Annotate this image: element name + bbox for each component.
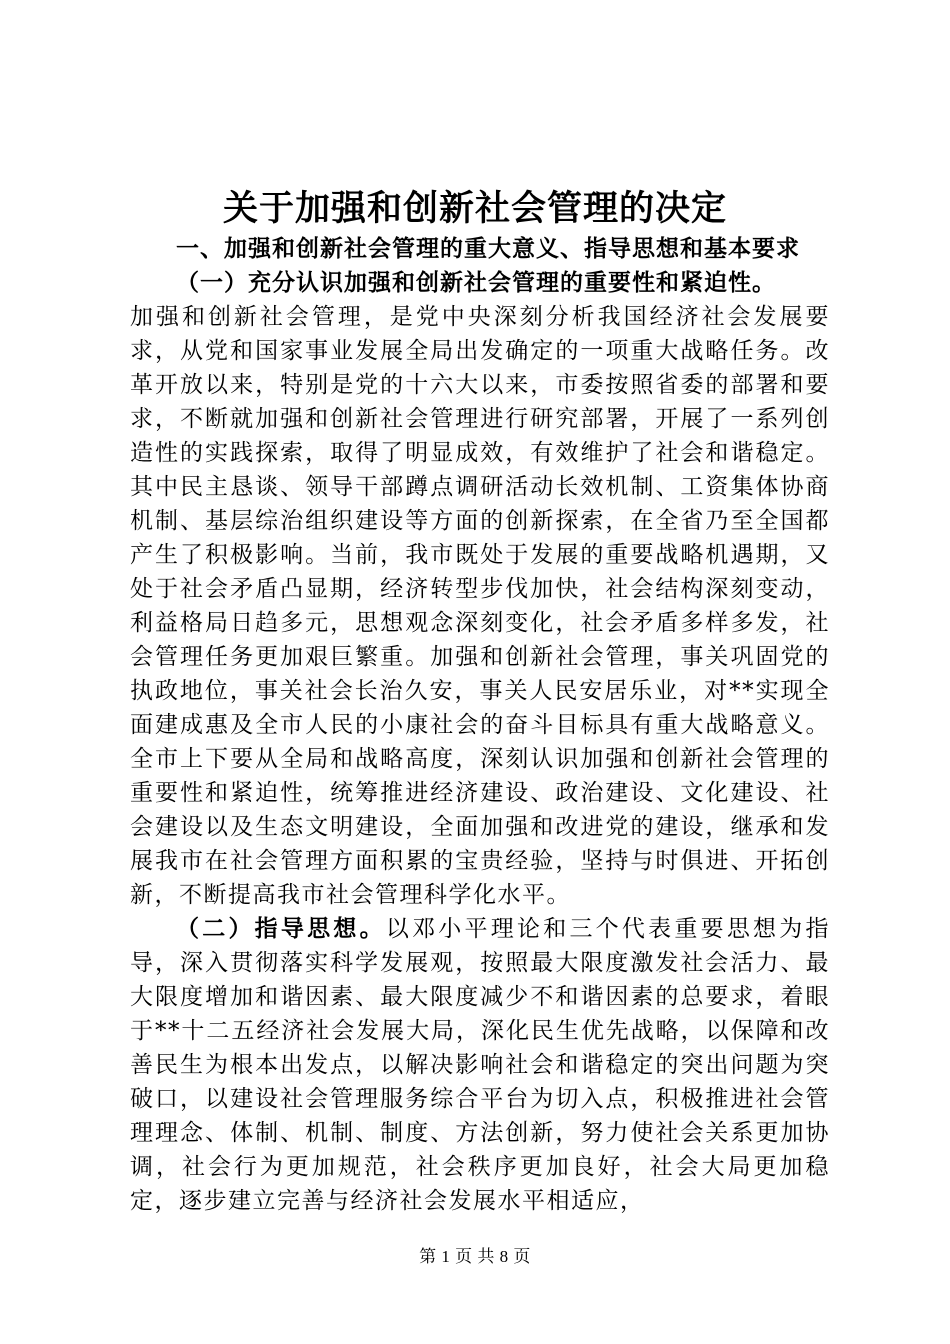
paragraph-text: 以邓小平理论和三个代表重要思想为指导，深入贯彻落实科学发展观，按照最大限度激发社会活力、最大限度增加和谐因素、最大限度减少不和谐因素的总要求，着眼于**十二五经济社会发展大局，深化民生优先战略，以保障和改善民生为根本出发点，以解决影响社会和谐稳定的突出问题为突破口，以建设社会管理服务综合平台为切入点，积极推进社会管理理念、体制、机制、制度、方法创新，努力使社会关系更加协调，社会行为更加规范，社会秩序更加良好，社会大局更加稳定，逐步建立完善与经济社会发展水平相适应， [130,916,831,1214]
page-number: 第 1 页 共 8 页 [419,1247,531,1266]
subsection-heading: （一）充分认识加强和创新社会管理的重要性和紧迫性。 [176,270,776,296]
document-body [130,232,830,1218]
paragraph: 加强和创新社会管理，是党中央深刻分析我国经济社会发展要求，从党和国家事业发展全局出发确定的一项重大战略任务。改革开放以来，特别是党的十六大以来，市委按照省委的部署和要求，不断就加强和创新社会管理进行研究部署，开展了一系列创造性的实践探索，取得了明显成效，有效维护了社会和谐稳定。其中民主恳谈、领导干部蹲点调研活动长效机制、工资集体协商机制、基层综治组织建设等方面的创新探索，在全省乃至全国都产生了积极影响。当前，我市既处于发展的重要战略机遇期，又处于社会矛盾凸显期，经济转型步伐加快，社会结构深刻变动，利益格局日趋多元，思想观念深刻变化，社会矛盾多样多发，社会管理任务更加艰巨繁重。加强和创新社会管理，事关巩固党的执政地位，事关社会长治久安，事关人民安居乐业，对**实现全面建成惠及全市人民的小康社会的奋斗目标具有重大战略意义。全市上下要从全局和战略高度，深刻认识加强和创新社会管理的重要性和紧迫性，统筹推进经济建设、政治建设、文化建设、社会建设以及生态文明建设，全面加强和改进党的建设，继承和发展我市在社会管理方面积累的宝贵经验，坚持与时俱进、开拓创新，不断提高我市社会管理科学化水平。 [130,304,830,908]
document-title: 关于加强和创新社会管理的决定 [222,189,727,229]
subsection-heading: （二）指导思想。 [176,916,386,942]
paragraph [130,912,830,1218]
section-heading: 一、加强和创新社会管理的重大意义、指导思想和基本要求 [176,236,800,262]
